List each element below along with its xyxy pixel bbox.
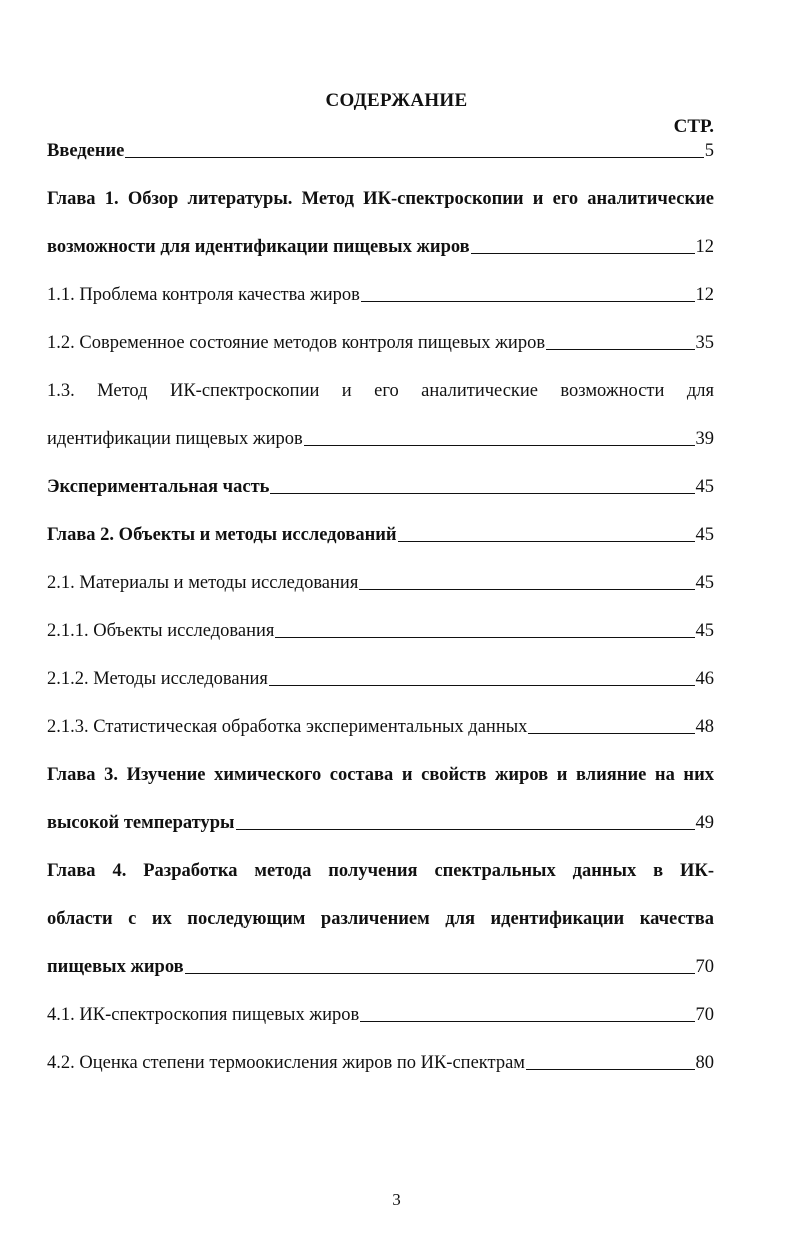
toc-entry-chapter-2[interactable] [47,520,714,546]
toc-entry-2-1-1[interactable] [47,616,714,642]
toc-entry-text: Глава 3. Изучение химического состава и свойств жиров и влияние на них [47,765,714,785]
toc-entry-page: 45 [695,477,714,497]
toc-entry-text: Глава 4. Разработка метода получения спектральных данных в ИК- [47,861,714,881]
toc-entry-chapter-1-line-2[interactable] [47,232,714,258]
leader-line [125,156,703,158]
toc-entry-2-1[interactable] [47,568,714,594]
toc-entry-chapter-4-line-1[interactable] [47,856,714,882]
toc-entry-page: 12 [695,285,714,305]
leader-line [361,300,695,302]
toc-entry-1-3-line-2[interactable] [47,424,714,450]
toc-entry-page: 39 [695,429,714,449]
toc-entry-chapter-3-line-1[interactable] [47,760,714,786]
leader-line [398,540,695,542]
toc-entry-text: пищевых жиров [47,957,184,977]
leader-line [360,1020,694,1022]
leader-line [359,588,694,590]
page-number: 3 [392,1190,401,1209]
toc-entry-text: 2.1.3. Статистическая обработка экспериментальных данных [47,717,528,737]
toc-entry-page: 45 [695,525,714,545]
toc-entry-text: Экспериментальная часть [47,477,270,497]
toc-entry-text: 1.2. Современное состояние методов контроля пищевых жиров [47,333,546,353]
toc-entry-4-1[interactable] [47,1000,714,1026]
toc-entry-text: 1.3. Метод ИК-спектроскопии и его аналитические возможности для [47,381,714,401]
toc-entry-page: 35 [695,333,714,353]
leader-line [269,684,695,686]
toc-entry-page: 12 [695,237,714,257]
toc-entry-text: Глава 2. Объекты и методы исследований [47,525,397,545]
toc-entry-text: Глава 1. Обзор литературы. Метод ИК-спектроскопии и его аналитические [47,189,714,209]
leader-line [236,828,695,830]
toc-entry-2-1-2[interactable] [47,664,714,690]
toc-entry-page: 46 [695,669,714,689]
leader-line [528,732,694,734]
toc-entry-page: 70 [695,957,714,977]
toc-entry-2-1-3[interactable] [47,712,714,738]
toc-entry-chapter-1-line-1[interactable] [47,184,714,210]
leader-line [270,492,694,494]
toc-entry-chapter-4-line-2[interactable] [47,904,714,930]
toc-entry-text: высокой температуры [47,813,235,833]
toc-entry-text: области с их последующим различением для идентификации качества [47,909,714,929]
toc-entry-text: 4.1. ИК-спектроскопия пищевых жиров [47,1005,360,1025]
page-column-label: СТР. [673,116,714,137]
page-title: СОДЕРЖАНИЕ [325,90,468,111]
toc-entry-page: 80 [695,1053,714,1073]
toc-entry-1-3-line-1[interactable] [47,376,714,402]
leader-line [546,348,694,350]
toc-entry-chapter-4-line-3[interactable] [47,952,714,978]
toc-entry-page: 45 [695,621,714,641]
toc-entry-1-1[interactable] [47,280,714,306]
toc-entry-page: 70 [695,1005,714,1025]
toc-entry-text: 4.2. Оценка степени термоокисления жиров по ИК-спектрам [47,1053,526,1073]
toc-entry-page: 49 [695,813,714,833]
toc-entry-text: возможности для идентификации пищевых жиров [47,237,470,257]
toc-entry-page: 48 [695,717,714,737]
leader-line [526,1068,694,1070]
toc-entry-chapter-3-line-2[interactable] [47,808,714,834]
toc-entry-text: идентификации пищевых жиров [47,429,303,449]
leader-line [185,972,695,974]
toc-entry-text: Введение [47,141,125,161]
toc-entry-text: 2.1.2. Методы исследования [47,669,268,689]
leader-line [471,252,695,254]
leader-line [275,636,694,638]
toc-entry-page: 5 [704,141,714,161]
leader-line [304,444,695,446]
toc-entry-1-2[interactable] [47,328,714,354]
toc-entry-text: 2.1. Материалы и методы исследования [47,573,359,593]
toc-entry-text: 1.1. Проблема контроля качества жиров [47,285,360,305]
toc-entry-text: 2.1.1. Объекты исследования [47,621,275,641]
toc-entry-experimental[interactable] [47,472,714,498]
toc-entry-page: 45 [695,573,714,593]
toc-entry-4-2[interactable] [47,1048,714,1074]
toc-entry-introduction[interactable] [47,136,714,162]
